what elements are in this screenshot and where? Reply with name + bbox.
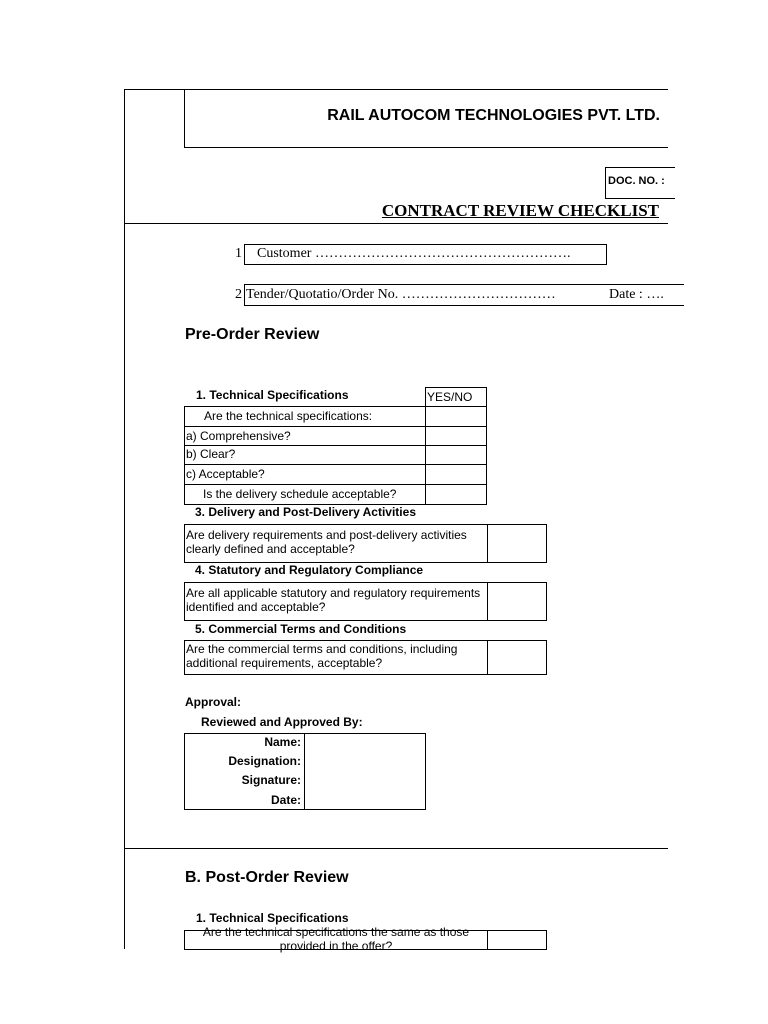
tech-answer-1[interactable] xyxy=(425,406,487,427)
tech-row-4 xyxy=(184,464,426,485)
tech-row-label: a) Comprehensive? xyxy=(186,429,291,443)
delivery-title: 3. Delivery and Post-Delivery Activities xyxy=(195,505,416,519)
page-left-border xyxy=(124,89,125,949)
order-no-field-text: Tender/Quotatio/Order No. …………………………… xyxy=(246,287,556,302)
tech-specs-title: 1. Technical Specifications xyxy=(196,388,349,402)
reviewed-by-label: Reviewed and Approved By: xyxy=(201,715,363,729)
doc-no-label: DOC. NO. : xyxy=(608,175,665,187)
approval-designation-value[interactable] xyxy=(306,753,424,771)
post-question: Are the technical specifications the same as those provided in the offer? xyxy=(202,925,470,953)
tech-row-3 xyxy=(184,445,426,465)
approval-name-label: Name: xyxy=(264,735,301,749)
tech-answer-3[interactable] xyxy=(425,445,487,465)
approval-date-value[interactable] xyxy=(306,791,424,809)
approval-name-value[interactable] xyxy=(306,734,424,752)
tech-row-label: b) Clear? xyxy=(186,447,236,461)
tech-answer-5[interactable] xyxy=(425,484,487,505)
tech-row-2 xyxy=(184,426,426,446)
post-order-heading: B. Post-Order Review xyxy=(185,869,349,886)
post-tech-title: 1. Technical Specifications xyxy=(196,911,349,925)
commercial-answer[interactable] xyxy=(487,640,547,675)
approval-signature-value[interactable] xyxy=(306,772,424,790)
approval-date-label: Date: xyxy=(270,793,301,807)
field-number-2: 2 xyxy=(235,287,242,302)
commercial-question: Are the commercial terms and conditions, including additional requirements, acceptable? xyxy=(184,640,488,675)
pre-order-heading: Pre-Order Review xyxy=(185,326,320,343)
approval-divider xyxy=(304,733,305,810)
tech-answer-2[interactable] xyxy=(425,426,487,446)
approval-signature-label: Signature: xyxy=(241,773,301,787)
approval-label: Approval: xyxy=(185,695,242,709)
customer-field-text: Customer ………………………………………………. xyxy=(257,246,571,261)
document-title: CONTRACT REVIEW CHECKLIST xyxy=(381,201,659,220)
company-name: RAIL AUTOCOM TECHNOLOGIES PVT. LTD. xyxy=(327,107,660,124)
section-divider xyxy=(124,848,668,849)
post-answer[interactable] xyxy=(487,930,547,950)
tech-row-1 xyxy=(184,406,426,427)
page-top-border xyxy=(124,89,668,90)
tech-row-label: c) Acceptable? xyxy=(186,467,265,481)
commercial-title: 5. Commercial Terms and Conditions xyxy=(195,622,407,636)
delivery-question: Are delivery requirements and post-delivery activities clearly defined and acceptable? xyxy=(184,524,488,563)
date-field-text: Date : …. xyxy=(609,287,664,302)
tech-row-label: Are the technical specifications: xyxy=(204,409,373,423)
yes-no-header: YES/NO xyxy=(425,387,487,407)
field-number-1: 1 xyxy=(235,246,242,261)
approval-designation-label: Designation: xyxy=(228,754,301,768)
tech-row-5 xyxy=(184,484,426,505)
title-divider xyxy=(124,223,668,224)
delivery-answer[interactable] xyxy=(487,524,547,563)
statutory-question: Are all applicable statutory and regulatory requirements identified and acceptable? xyxy=(184,582,488,621)
header-bottom-border xyxy=(184,147,668,148)
statutory-answer[interactable] xyxy=(487,582,547,621)
statutory-title: 4. Statutory and Regulatory Compliance xyxy=(195,563,424,577)
tech-answer-4[interactable] xyxy=(425,464,487,485)
tech-row-label: Is the delivery schedule acceptable? xyxy=(203,487,397,501)
